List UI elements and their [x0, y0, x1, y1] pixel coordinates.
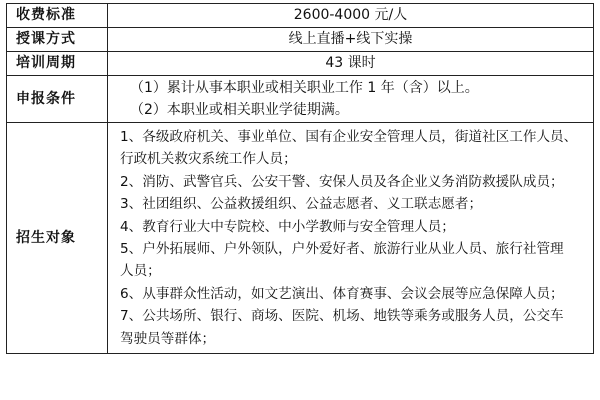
training-info-table — [6, 3, 594, 354]
target-line: 2、消防、武警官兵、公安干警、安保人员及各企业义务消防救援队成员； — [120, 173, 564, 190]
method-label: 授课方式 — [7, 28, 108, 52]
fee-value: 2600-4000 元/人 — [108, 4, 594, 28]
method-value: 线上直播+线下实操 — [108, 28, 594, 52]
target-line: 5、户外拓展师、户外领队，户外爱好者、旅游行业从业人员、旅行社管理 — [120, 241, 564, 258]
targets-row — [7, 123, 594, 354]
target-line: 行政机关救灾系统工作人员； — [120, 151, 297, 168]
method-row — [7, 28, 594, 52]
period-value: 43 课时 — [108, 52, 594, 76]
period-row — [7, 52, 594, 76]
targets-label: 招生对象 — [7, 123, 108, 354]
period-label: 培训周期 — [7, 52, 108, 76]
target-line: 3、社团组织、公益救援组织、公益志愿者、义工联志愿者； — [120, 196, 483, 213]
conditions-row — [7, 76, 594, 123]
conditions-cell — [108, 76, 594, 123]
target-line: 6、从事群众性活动，如文艺演出、体育赛事、会议会展等应急保障人员； — [120, 285, 564, 302]
fee-row — [7, 4, 594, 28]
fee-label: 收费标准 — [7, 4, 108, 28]
conditions-label: 申报条件 — [7, 76, 108, 123]
condition-item: （2）本职业或相关职业学徒期满。 — [130, 102, 349, 118]
targets-cell — [108, 123, 594, 354]
target-line: 7、公共场所、银行、商场、医院、机场、地铁等乘务或服务人员，公交车 — [120, 308, 564, 325]
target-line: 4、教育行业大中专院校、中小学教师与安全管理人员； — [120, 218, 455, 235]
target-line: 人员； — [120, 263, 161, 280]
condition-item: （1）累计从事本职业或相关职业工作 1 年（含）以上。 — [130, 80, 479, 96]
target-line: 驾驶员等群体； — [120, 330, 216, 347]
target-line: 1、各级政府机关、事业单位、国有企业安全管理人员，街道社区工作人员、 — [120, 129, 578, 145]
